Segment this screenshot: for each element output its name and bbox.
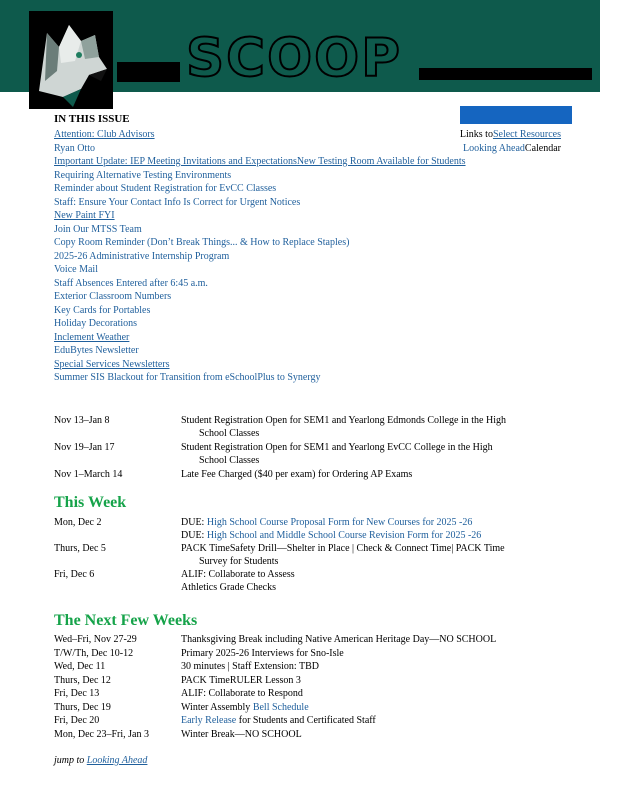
- toc-link[interactable]: Reminder about Student Registration for EvCC Classes: [54, 183, 277, 194]
- in-this-issue-heading: IN THIS ISSUE: [54, 113, 130, 125]
- table-of-contents: [54, 128, 594, 385]
- deadline-date: Nov 13–Jan 8: [54, 415, 110, 426]
- event-text: [181, 728, 574, 742]
- event-link[interactable]: Bell Schedule: [252, 701, 309, 713]
- jump-looking-ahead-link[interactable]: Looking Ahead: [86, 755, 148, 766]
- event-row: [54, 568, 574, 581]
- event-detail-after: for Students and Certificated Staff: [236, 715, 376, 726]
- deadline-date: Nov 1–March 14: [54, 469, 123, 480]
- looking-ahead-link[interactable]: Looking Ahead: [462, 142, 525, 154]
- husky-logo: [29, 11, 113, 109]
- deadline-date: Nov 19–Jan 17: [54, 442, 115, 453]
- masthead-bar-right: [419, 68, 592, 80]
- event-row: [54, 581, 574, 594]
- next-weeks-list: [54, 633, 574, 741]
- event-text: [181, 714, 574, 728]
- event-prefix: DUE:: [181, 517, 207, 528]
- event-date: Thurs, Dec 12: [54, 674, 111, 686]
- deadline-text: [181, 441, 574, 467]
- deadline-text: [181, 414, 574, 440]
- this-week-heading: This Week: [54, 494, 127, 511]
- event-date: Thurs, Dec 19: [54, 701, 111, 713]
- event-text: [181, 568, 574, 581]
- event-detail: Winter Assembly: [181, 701, 253, 713]
- event-detail: PACK TimeSafety Drill—Shelter in Place | Check & Connect Time| PACK Time: [181, 543, 505, 554]
- toc-link[interactable]: Ryan Otto: [54, 142, 95, 154]
- toc-link[interactable]: Staff: Ensure Your Contact Info Is Correct for Urgent Notices: [54, 196, 301, 208]
- upcoming-deadlines: [54, 414, 574, 481]
- select-resources-link[interactable]: Select Resources: [492, 129, 561, 140]
- toc-link[interactable]: 2025-26 Administrative Internship Program: [54, 250, 230, 262]
- event-date: Fri, Dec 13: [54, 688, 100, 699]
- toc-link[interactable]: Attention: Club Advisors: [54, 129, 155, 140]
- toc-link[interactable]: Important Update: IEP Meeting Invitations and ExpectationsNew Testing Room Available for Students: [54, 156, 466, 167]
- event-detail: 30 minutes | Staff Extension: TBD: [181, 661, 320, 672]
- next-weeks-heading: The Next Few Weeks: [54, 612, 198, 629]
- event-detail: PACK TimeRULER Lesson 3: [181, 674, 301, 686]
- event-row: [54, 542, 574, 568]
- event-row: [54, 728, 574, 742]
- event-row: [54, 714, 574, 728]
- masthead-title: SCOOP: [186, 28, 403, 89]
- event-text: [181, 701, 574, 715]
- event-date: T/W/Th, Dec 10-12: [54, 647, 134, 659]
- toc-link[interactable]: Inclement Weather: [54, 331, 130, 343]
- event-date: Fri, Dec 20: [54, 715, 100, 726]
- event-detail: Winter Break—NO SCHOOL: [181, 728, 302, 740]
- toc-link[interactable]: Holiday Decorations: [54, 318, 138, 329]
- deadline-text: [181, 468, 574, 481]
- event-date: [54, 581, 181, 594]
- links-prefix: Links to: [459, 129, 493, 140]
- event-date: Fri, Dec 6: [54, 569, 95, 580]
- event-row: [54, 516, 574, 529]
- toc-link[interactable]: Exterior Classroom Numbers: [54, 291, 172, 302]
- jump-prefix: jump to: [54, 755, 87, 766]
- event-link[interactable]: High School and Middle School Course Revision Form for 2025 -26: [206, 530, 482, 541]
- toc-link[interactable]: Requiring Alternative Testing Environments: [54, 169, 232, 181]
- deadline-row: [54, 414, 574, 440]
- this-week-list: [54, 516, 574, 594]
- masthead-bar-left: [117, 62, 180, 82]
- deadline-row: [54, 441, 574, 467]
- deadline-line-cont: School Classes: [199, 455, 260, 466]
- event-text: [181, 687, 574, 701]
- toc-link[interactable]: Staff Absences Entered after 6:45 a.m.: [54, 277, 208, 289]
- toc-link[interactable]: Special Services Newsletters: [54, 358, 170, 370]
- event-row: [54, 647, 574, 661]
- event-text: [181, 529, 574, 542]
- event-text: [181, 660, 574, 674]
- event-detail: Thanksgiving Break including Native American Heritage Day—NO SCHOOL: [181, 634, 497, 645]
- event-text: [181, 633, 574, 647]
- deadline-line: Late Fee Charged ($40 per exam) for Ordering AP Exams: [181, 469, 413, 480]
- event-date: Wed–Fri, Nov 27-29: [54, 634, 137, 645]
- calendar-label: Calendar: [524, 142, 561, 154]
- event-row: [54, 529, 574, 542]
- event-row: [54, 660, 574, 674]
- event-text: [181, 516, 574, 529]
- toc-link[interactable]: Join Our MTSS Team: [54, 223, 142, 235]
- event-detail: ALIF: Collaborate to Respond: [181, 688, 303, 699]
- toc-link[interactable]: Voice Mail: [54, 264, 98, 275]
- event-detail-cont: Survey for Students: [199, 556, 279, 567]
- event-detail: ALIF: Collaborate to Assess: [181, 569, 295, 580]
- event-detail: Primary 2025-26 Interviews for Sno-Isle: [181, 647, 344, 659]
- event-link[interactable]: High School Course Proposal Form for New Courses for 2025 -26: [206, 517, 473, 528]
- deadline-line-cont: School Classes: [199, 428, 260, 439]
- event-row: [54, 701, 574, 715]
- toc-link[interactable]: New Paint FYI: [54, 210, 115, 221]
- deadline-line: Student Registration Open for SEM1 and Yearlong EvCC College in the High: [181, 442, 493, 453]
- toc-link[interactable]: Copy Room Reminder (Don’t Break Things... & How to Replace Staples): [54, 237, 350, 248]
- event-prefix: DUE:: [181, 530, 207, 541]
- event-row: [54, 674, 574, 688]
- event-row: [54, 687, 574, 701]
- event-date: Mon, Dec 23–Fri, Jan 3: [54, 728, 149, 740]
- event-row: [54, 633, 574, 647]
- toc-link[interactable]: Summer SIS Blackout for Transition from eSchoolPlus to Synergy: [54, 372, 321, 383]
- event-text: [181, 647, 574, 661]
- event-text: [181, 674, 574, 688]
- toc-link[interactable]: Key Cards for Portables: [54, 304, 151, 316]
- links-highlight-box: [460, 106, 572, 124]
- deadline-line: Student Registration Open for SEM1 and Yearlong Edmonds College in the High: [181, 415, 506, 426]
- event-text: [181, 581, 574, 594]
- event-date: Wed, Dec 11: [54, 661, 106, 672]
- event-date: Mon, Dec 2: [54, 517, 102, 528]
- event-date: [54, 529, 181, 542]
- event-text: [181, 542, 574, 568]
- deadline-row: [54, 468, 574, 481]
- toc-link[interactable]: EduBytes Newsletter: [54, 345, 139, 356]
- event-detail: Athletics Grade Checks: [181, 582, 276, 593]
- event-link[interactable]: Early Release: [181, 715, 237, 726]
- jump-to-line: [54, 755, 147, 766]
- event-date: Thurs, Dec 5: [54, 543, 106, 554]
